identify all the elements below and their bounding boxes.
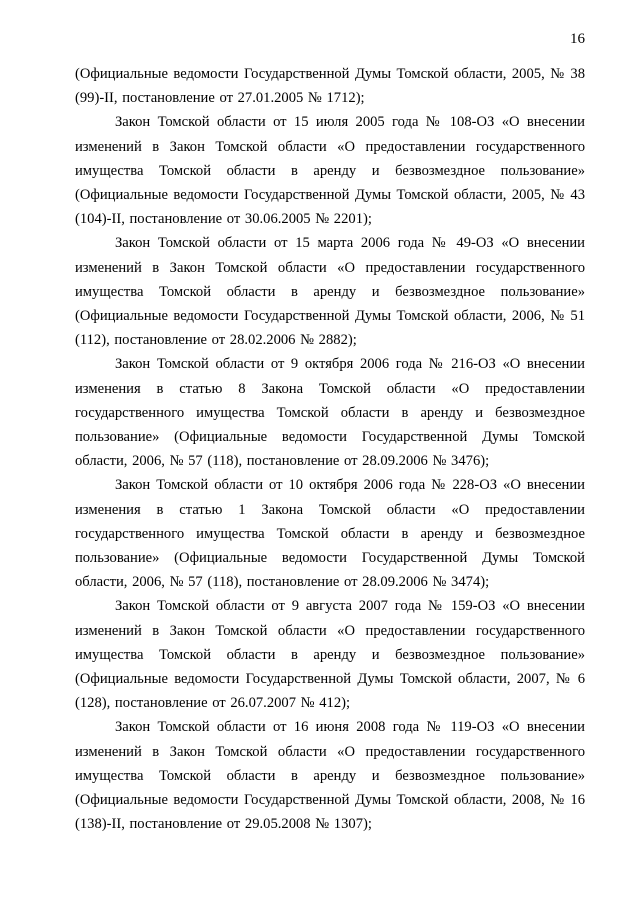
document-text-body	[75, 62, 585, 837]
paragraph: Закон Томской области от 9 октября 2006 года № 216-ОЗ «О внесении изменения в статью 8 Закона Томской области «О предоставлении государственного имущества Томской области в аренду и безвозмездное пользование» (Официальные ведомости Государственной Думы Томской области, 2006, № 57 (118), постановление от 28.09.2006 № 3476);	[75, 356, 585, 470]
paragraph: Закон Томской области от 9 августа 2007 года № 159-ОЗ «О внесении изменений в Закон Томской области «О предоставлении государственного имущества Томской области в аренду и безвозмездное пользование» (Официальные ведомости Государственной Думы Томской области, 2007, № 6 (128), постановление от 26.07.2007 № 412);	[75, 598, 585, 712]
page-number: 16	[570, 31, 585, 47]
paragraph: Закон Томской области от 16 июня 2008 года № 119-ОЗ «О внесении изменений в Закон Томской области «О предоставлении государственного имущества Томской области в аренду и безвозмездное пользование» (Официальные ведомости Государственной Думы Томской области, 2008, № 16 (138)-II, постановление от 29.05.2008 № 1307);	[75, 719, 585, 833]
paragraph: Закон Томской области от 15 июля 2005 года № 108-ОЗ «О внесении изменений в Закон Томской области «О предоставлении государственного имущества Томской области в аренду и безвозмездное пользование» (Официальные ведомости Государственной Думы Томской области, 2005, № 43 (104)-II, постановление от 30.06.2005 № 2201);	[75, 114, 585, 228]
paragraph: (Официальные ведомости Государственной Думы Томской области, 2005, № 38 (99)-II, постановление от 27.01.2005 № 1712);	[75, 66, 585, 107]
paragraph: Закон Томской области от 15 марта 2006 года № 49-ОЗ «О внесении изменений в Закон Томской области «О предоставлении государственного имущества Томской области в аренду и безвозмездное пользование» (Официальные ведомости Государственной Думы Томской области, 2006, № 51 (112), постановление от 28.02.2006 № 2882);	[75, 235, 585, 349]
paragraph: Закон Томской области от 10 октября 2006 года № 228-ОЗ «О внесении изменения в статью 1 Закона Томской области «О предоставлении государственного имущества Томской области в аренду и безвозмездное пользование» (Официальные ведомости Государственной Думы Томской области, 2006, № 57 (118), постановление от 28.09.2006 № 3474);	[75, 477, 585, 591]
